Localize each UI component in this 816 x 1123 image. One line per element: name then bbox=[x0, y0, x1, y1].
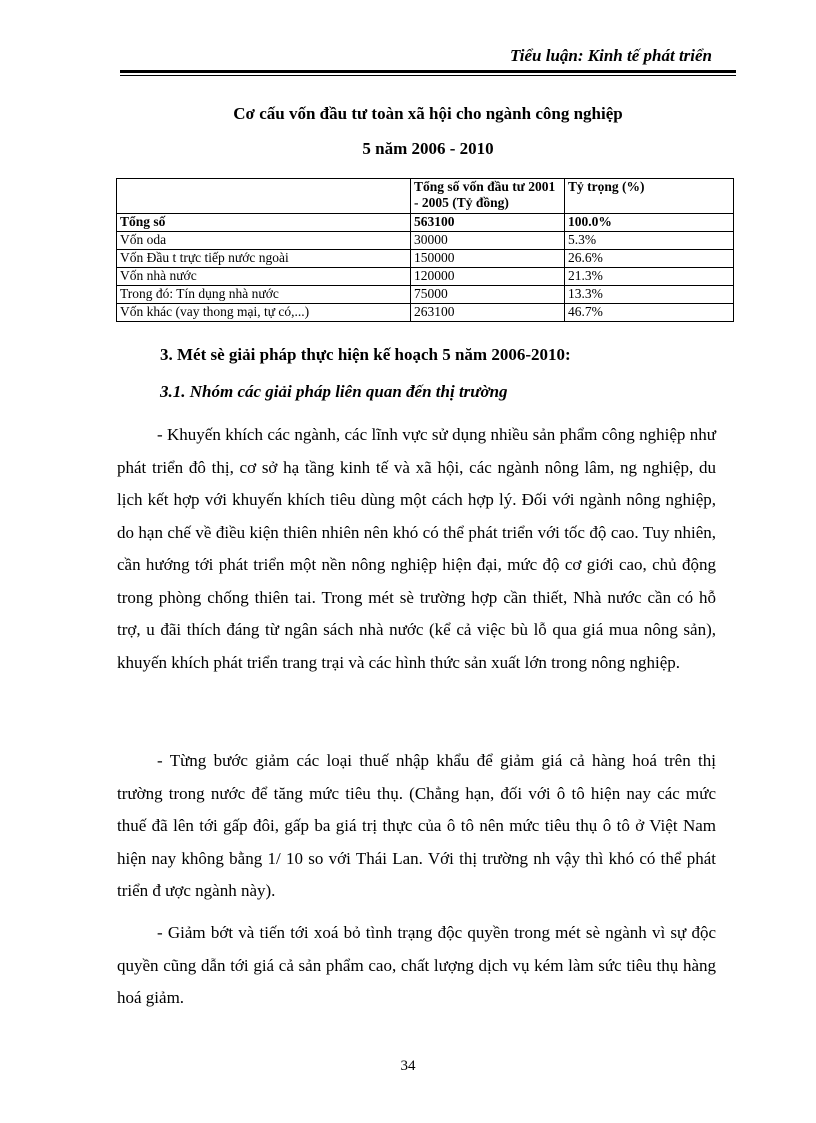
row-share: 26.6% bbox=[565, 250, 734, 268]
row-value: 263100 bbox=[411, 304, 565, 322]
investment-table bbox=[116, 178, 734, 322]
table-subtitle: 5 năm 2006 - 2010 bbox=[362, 139, 494, 158]
row-share: 13.3% bbox=[565, 286, 734, 304]
table-row bbox=[117, 304, 734, 322]
row-label: Vốn oda bbox=[117, 232, 411, 250]
table-title: Cơ cấu vốn đầu tư toàn xã hội cho ngành công nghiệp bbox=[233, 104, 623, 123]
row-label: Vốn khác (vay thong mại, tự có,...) bbox=[117, 304, 411, 322]
body-paragraph: - Khuyến khích các ngành, các lĩnh vực sử dụng nhiều sản phẩm công nghiệp như phát triển đô thị, cơ sở hạ tầng kinh tế và xã hội, các ngành nông lâm, ng nghiệp, du lịch kết hợp với khuyến khích tiêu dùng một cách hợp lý. Đối với ngành nông nghiệp, do hạn chế về điều kiện thiên nhiên nên khó có thể phát triển với tốc độ cao. Tuy nhiên, cần hướng tới phát triển một nền nông nghiệp hiện đại, mức độ cơ giới cao, chủ động trong phòng chống thiên tai. Trong mét sè trường hợp cần thiết, Nhà nước cần có hỗ trợ, u đãi thích đáng từ ngân sách nhà nước (kể cả việc bù lỗ qua giá mua nông sản), khuyến khích phát triển trang trại và các hình thức sản xuất lớn trong nông nghiệp. bbox=[117, 425, 716, 672]
table-row bbox=[117, 268, 734, 286]
page-number: 34 bbox=[400, 1058, 416, 1074]
table-row bbox=[117, 286, 734, 304]
row-share: 5.3% bbox=[565, 232, 734, 250]
body-paragraph: - Từng bước giảm các loại thuế nhập khẩu để giảm giá cả hàng hoá trên thị trường trong nước để tăng mức tiêu thụ. (Chẳng hạn, đối với ô tô hiện nay các mức thuế đã lên tới gấp đôi, gấp ba giá trị thực của ô tô nên mức tiêu thụ ô tô ở Việt Nam hiện nay không bằng 1/ 10 so với Thái Lan. Với thị trường nh vậy thì khó có thể phát triển đ ược ngành này). bbox=[117, 751, 716, 900]
row-label: Vốn nhà nước bbox=[117, 268, 411, 286]
row-label: Trong đó: Tín dụng nhà nước bbox=[117, 286, 411, 304]
row-label: Tổng số bbox=[117, 214, 411, 232]
document-header-title: Tiểu luận: Kinh tế phát triển bbox=[510, 46, 712, 65]
table-header-row bbox=[117, 179, 734, 214]
table-row bbox=[117, 232, 734, 250]
table-header-cell: Tỷ trọng (%) bbox=[565, 179, 734, 214]
table-row bbox=[117, 250, 734, 268]
table-header-cell bbox=[117, 179, 411, 214]
row-value: 150000 bbox=[411, 250, 565, 268]
section-subheading: 3.1. Nhóm các giải pháp liên quan đến thị trường bbox=[160, 382, 508, 401]
row-value: 30000 bbox=[411, 232, 565, 250]
table-header-cell: Tổng số vốn đầu tư 2001 - 2005 (Tỷ đồng) bbox=[411, 179, 565, 214]
section-heading: 3. Mét sè giải pháp thực hiện kế hoạch 5 năm 2006-2010: bbox=[160, 345, 571, 364]
row-value: 120000 bbox=[411, 268, 565, 286]
row-value: 563100 bbox=[411, 214, 565, 232]
row-share: 46.7% bbox=[565, 304, 734, 322]
row-value: 75000 bbox=[411, 286, 565, 304]
body-paragraph: - Giảm bớt và tiến tới xoá bỏ tình trạng độc quyền trong mét sè ngành vì sự độc quyền cũng dẫn tới giá cả sản phẩm cao, chất lượng dịch vụ kém làm sức tiêu thụ hàng hoá giảm. bbox=[117, 923, 716, 1007]
table-row bbox=[117, 214, 734, 232]
row-share: 100.0% bbox=[565, 214, 734, 232]
header-rule-thin bbox=[120, 75, 736, 76]
header-rule bbox=[120, 70, 736, 73]
row-label: Vốn Đầu t trực tiếp nước ngoài bbox=[117, 250, 411, 268]
row-share: 21.3% bbox=[565, 268, 734, 286]
